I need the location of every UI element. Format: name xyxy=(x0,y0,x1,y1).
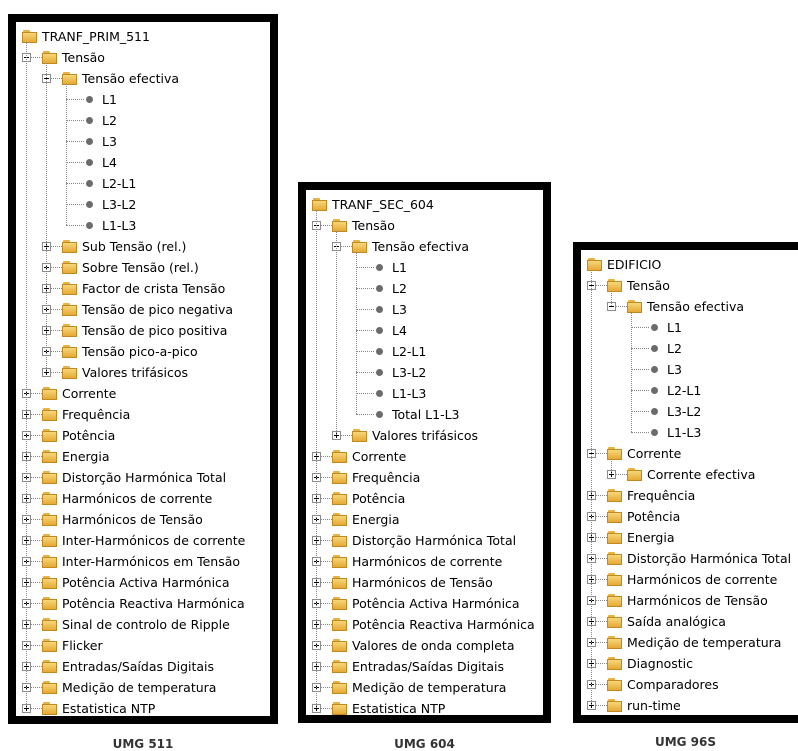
measurement-dot-icon xyxy=(651,324,658,331)
tree-node-label: Corrente xyxy=(627,446,682,461)
folder-icon xyxy=(332,450,347,464)
folder-icon xyxy=(22,30,37,44)
measurement-dot-icon xyxy=(651,345,658,352)
tree-node-label: Corrente efectiva xyxy=(647,467,756,482)
folder-icon xyxy=(607,573,622,587)
tree-node-label: Tensão efectiva xyxy=(647,299,745,314)
panel-caption: UMG 96S xyxy=(654,735,717,749)
tree-connector xyxy=(26,42,27,708)
folder-icon xyxy=(42,492,57,506)
measurement-dot-icon xyxy=(86,201,93,208)
tree-node-label: L2-L1 xyxy=(102,176,137,191)
measurement-dot-icon xyxy=(376,411,383,418)
tree-connector xyxy=(631,390,649,391)
tree-node-label: Sub Tensão (rel.) xyxy=(82,239,187,254)
tree-node-label: Estatistica NTP xyxy=(352,701,446,715)
tree-node-label: L2 xyxy=(392,281,407,296)
tree-connector xyxy=(356,309,374,310)
folder-icon xyxy=(607,615,622,629)
folder-icon xyxy=(607,636,622,650)
tree-node-label: L1 xyxy=(392,260,407,275)
tree-connector xyxy=(631,348,649,349)
tree-connector xyxy=(356,393,374,394)
panel-caption: UMG 604 xyxy=(394,737,455,751)
tree-connector xyxy=(611,459,612,474)
folder-icon xyxy=(332,513,347,527)
measurement-dot-icon xyxy=(86,222,93,229)
folder-icon xyxy=(332,681,347,695)
folder-icon xyxy=(42,534,57,548)
tree-node-label: Harmónicos de Tensão xyxy=(352,575,493,590)
folder-icon xyxy=(62,72,77,86)
tree-view xyxy=(581,250,798,715)
folder-icon xyxy=(607,531,622,545)
tree-connector xyxy=(631,312,632,432)
tree-view xyxy=(16,22,270,716)
folder-icon xyxy=(607,510,622,524)
tree-node-label: Energia xyxy=(627,530,675,545)
tree-node-label: Harmónicos de corrente xyxy=(627,572,778,587)
tree-connector xyxy=(591,270,592,705)
folder-icon xyxy=(42,660,57,674)
tree-connector xyxy=(66,120,84,121)
tree-node-label: L2 xyxy=(667,341,682,356)
tree-node-label: L1-L3 xyxy=(392,386,427,401)
tree-panel-umg604 xyxy=(298,182,551,723)
tree-node-label: Tensão de pico negativa xyxy=(82,302,234,317)
folder-icon xyxy=(42,387,57,401)
folder-icon xyxy=(42,555,57,569)
panel-caption: UMG 511 xyxy=(112,737,174,751)
measurement-dot-icon xyxy=(376,390,383,397)
tree-connector xyxy=(66,204,84,205)
folder-icon xyxy=(62,345,77,359)
folder-icon xyxy=(42,429,57,443)
measurement-dot-icon xyxy=(376,285,383,292)
tree-node-label: L3 xyxy=(667,362,682,377)
tree-view xyxy=(306,190,543,715)
measurement-dot-icon xyxy=(376,264,383,271)
folder-icon xyxy=(332,492,347,506)
folder-icon xyxy=(42,471,57,485)
measurement-dot-icon xyxy=(376,369,383,376)
tree-node-label: run-time xyxy=(627,698,681,713)
tree-node-label: Harmónicos de corrente xyxy=(352,554,503,569)
tree-node-label: Valores de onda completa xyxy=(352,638,515,653)
folder-icon xyxy=(607,552,622,566)
tree-connector xyxy=(46,63,47,372)
tree-node-label: Saída analógica xyxy=(627,614,726,629)
measurement-dot-icon xyxy=(651,429,658,436)
tree-node-label: Energia xyxy=(352,512,400,527)
folder-icon xyxy=(42,639,57,653)
tree-node-label: Frequência xyxy=(352,470,421,485)
tree-connector xyxy=(66,99,84,100)
tree-node-label: TRANF_PRIM_511 xyxy=(42,29,150,44)
tree-connector xyxy=(356,252,357,414)
tree-node-label: Distorção Harmónica Total xyxy=(627,551,792,566)
folder-icon xyxy=(332,534,347,548)
measurement-dot-icon xyxy=(651,366,658,373)
tree-connector xyxy=(631,369,649,370)
tree-node-label: Tensão efectiva xyxy=(372,239,470,254)
tree-connector xyxy=(356,372,374,373)
tree-connector xyxy=(356,288,374,289)
tree-panel-umg96s xyxy=(573,242,798,723)
measurement-dot-icon xyxy=(86,117,93,124)
measurement-dot-icon xyxy=(86,180,93,187)
tree-connector xyxy=(66,162,84,163)
folder-icon xyxy=(42,681,57,695)
tree-connector xyxy=(66,225,84,226)
tree-node-label: Factor de crista Tensão xyxy=(82,281,226,296)
tree-node-label: L4 xyxy=(102,155,117,170)
folder-icon xyxy=(332,702,347,715)
folder-icon xyxy=(607,594,622,608)
tree-node-label: L3-L2 xyxy=(667,404,702,419)
tree-node-label: Inter-Harmónicos em Tensão xyxy=(62,554,241,569)
folder-icon xyxy=(42,408,57,422)
tree-node-label: Potência Reactiva Harmónica xyxy=(352,617,535,632)
tree-node-label: Tensão efectiva xyxy=(82,71,180,86)
tree-node-label: L1-L3 xyxy=(102,218,137,233)
tree-node-label: Tensão de pico positiva xyxy=(82,323,228,338)
tree-connector xyxy=(316,210,317,708)
tree-node-label: Tensão pico-a-pico xyxy=(82,344,198,359)
tree-node-label: Estatistica NTP xyxy=(62,701,156,716)
tree-connector xyxy=(631,432,649,433)
tree-node-label: Sobre Tensão (rel.) xyxy=(82,260,199,275)
folder-icon xyxy=(607,699,622,713)
tree-connector xyxy=(631,411,649,412)
tree-node-label: Potência Reactiva Harmónica xyxy=(62,596,245,611)
folder-icon xyxy=(42,513,57,527)
folder-icon xyxy=(62,282,77,296)
tree-node-label: Tensão xyxy=(62,50,105,65)
tree-node-label: L2 xyxy=(102,113,117,128)
tree-node-label: TRANF_SEC_604 xyxy=(332,197,434,212)
folder-icon xyxy=(352,240,367,254)
tree-node-label: Flicker xyxy=(62,638,103,653)
tree-node-label: L1-L3 xyxy=(667,425,702,440)
folder-icon xyxy=(332,219,347,233)
tree-connector xyxy=(66,183,84,184)
measurement-dot-icon xyxy=(86,138,93,145)
folder-icon xyxy=(332,555,347,569)
tree-node-label: Medição de temperatura xyxy=(352,680,507,695)
tree-connector xyxy=(356,330,374,331)
tree-node-label: Potência xyxy=(352,491,406,506)
measurement-dot-icon xyxy=(86,159,93,166)
tree-connector xyxy=(356,267,374,268)
tree-node-label: EDIFICIO xyxy=(607,257,662,272)
tree-node-label: Total L1-L3 xyxy=(392,407,460,422)
measurement-dot-icon xyxy=(376,306,383,313)
tree-node-label: L4 xyxy=(392,323,407,338)
tree-node-label: Harmónicos de Tensão xyxy=(627,593,768,608)
tree-node-label: Medição de temperatura xyxy=(627,635,782,650)
folder-icon xyxy=(587,258,602,272)
tree-node-label: Sinal de controlo de Ripple xyxy=(62,617,230,632)
folder-icon xyxy=(42,702,57,716)
folder-icon xyxy=(42,450,57,464)
tree-connector xyxy=(611,291,612,306)
folder-icon xyxy=(312,198,327,212)
measurement-dot-icon xyxy=(651,408,658,415)
folder-icon xyxy=(332,576,347,590)
tree-node-label: Inter-Harmónicos de corrente xyxy=(62,533,246,548)
tree-node-label: Medição de temperatura xyxy=(62,680,217,695)
folder-icon xyxy=(332,660,347,674)
tree-node-label: Potência Activa Harmónica xyxy=(62,575,230,590)
tree-node-label: Potência xyxy=(627,509,681,524)
folder-icon xyxy=(42,597,57,611)
tree-node-label: Potência xyxy=(62,428,116,443)
tree-connector xyxy=(356,414,374,415)
measurement-dot-icon xyxy=(376,327,383,334)
tree-node-label: Corrente xyxy=(62,386,117,401)
measurement-dot-icon xyxy=(86,96,93,103)
folder-icon xyxy=(627,468,642,482)
folder-icon xyxy=(42,51,57,65)
folder-icon xyxy=(627,300,642,314)
folder-icon xyxy=(42,618,57,632)
tree-node-label: Potência Activa Harmónica xyxy=(352,596,520,611)
folder-icon xyxy=(607,657,622,671)
tree-node-label: Energia xyxy=(62,449,110,464)
tree-node-label: Distorção Harmónica Total xyxy=(352,533,517,548)
tree-connector xyxy=(336,231,337,435)
folder-icon xyxy=(62,324,77,338)
tree-node-label: L3 xyxy=(102,134,117,149)
folder-icon xyxy=(332,618,347,632)
tree-connector xyxy=(66,141,84,142)
tree-node-label: Frequência xyxy=(627,488,696,503)
tree-node-label: Diagnostic xyxy=(627,656,694,671)
folder-icon xyxy=(607,447,622,461)
tree-node-label: L3 xyxy=(392,302,407,317)
folder-icon xyxy=(607,678,622,692)
tree-node-label: Comparadores xyxy=(627,677,719,692)
folder-icon xyxy=(352,429,367,443)
tree-node-label: L3-L2 xyxy=(102,197,137,212)
tree-node-label: Harmónicos de corrente xyxy=(62,491,213,506)
tree-node-label: Valores trifásicos xyxy=(82,365,188,380)
tree-node-label: Harmónicos de Tensão xyxy=(62,512,203,527)
folder-icon xyxy=(607,279,622,293)
tree-node-label: L1 xyxy=(667,320,682,335)
tree-node-label: L2-L1 xyxy=(392,344,427,359)
folder-icon xyxy=(332,471,347,485)
folder-icon xyxy=(62,240,77,254)
tree-panel-umg511 xyxy=(8,14,278,724)
folder-icon xyxy=(62,303,77,317)
tree-node-label: Valores trifásicos xyxy=(372,428,478,443)
tree-node-label: L3-L2 xyxy=(392,365,427,380)
tree-node-label: Corrente xyxy=(352,449,407,464)
folder-icon xyxy=(62,261,77,275)
tree-node-label: L1 xyxy=(102,92,117,107)
tree-connector xyxy=(356,351,374,352)
measurement-dot-icon xyxy=(651,387,658,394)
tree-connector xyxy=(66,84,67,225)
folder-icon xyxy=(332,639,347,653)
tree-node-label: Tensão xyxy=(352,218,395,233)
tree-node-label: Distorção Harmónica Total xyxy=(62,470,227,485)
folder-icon xyxy=(607,489,622,503)
measurement-dot-icon xyxy=(376,348,383,355)
tree-node-label: Tensão xyxy=(627,278,670,293)
tree-node-label: Entradas/Saídas Digitais xyxy=(352,659,505,674)
folder-icon xyxy=(62,366,77,380)
folder-icon xyxy=(42,576,57,590)
tree-node-label: Frequência xyxy=(62,407,131,422)
tree-node-label: L2-L1 xyxy=(667,383,702,398)
tree-node-label: Entradas/Saídas Digitais xyxy=(62,659,215,674)
folder-icon xyxy=(332,597,347,611)
tree-connector xyxy=(631,327,649,328)
